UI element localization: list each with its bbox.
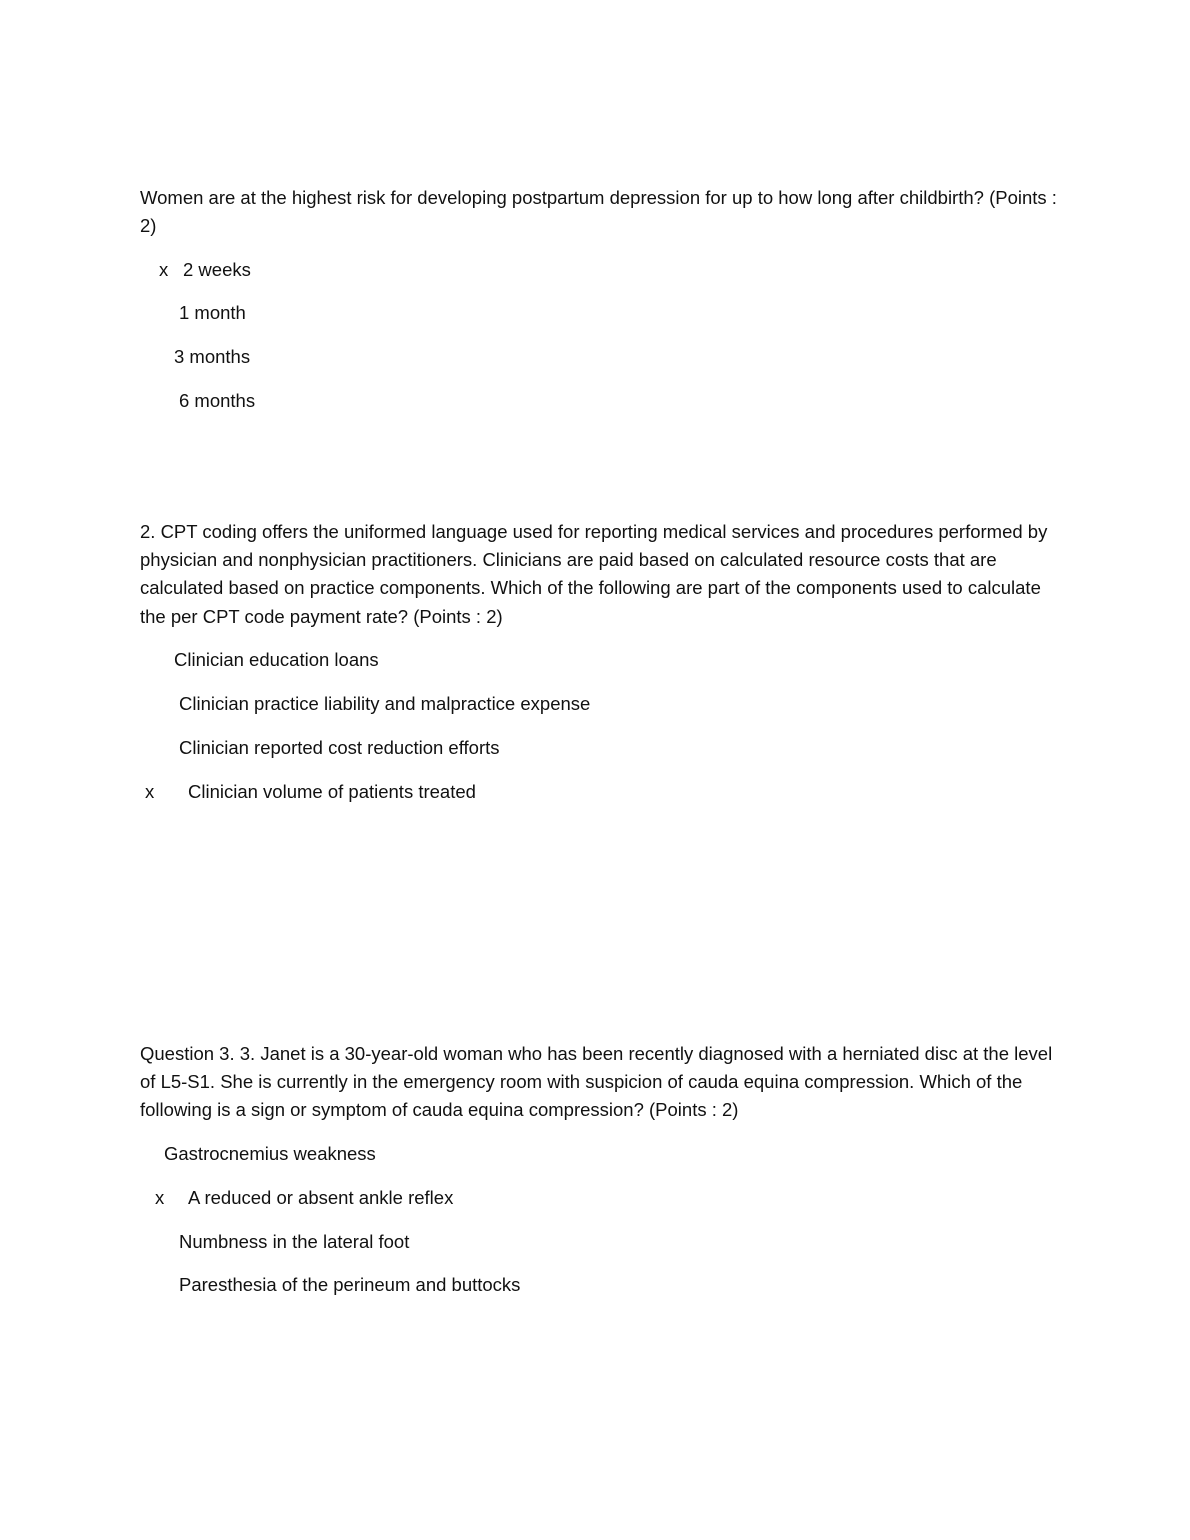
question-2-text: 2. CPT coding offers the uniformed language used for reporting medical services and procedures performed by physician and nonphysician practitioners. Clinicians are paid based on calculated resource costs that are calculated based on practice components. Which of the following are part of the components used to calculate the per CPT code payment rate? (Points : 2) xyxy=(140,521,1048,627)
question-2-option-1[interactable]: Clinician education loans xyxy=(174,649,379,670)
question-1-option-4[interactable]: 6 months xyxy=(179,390,256,411)
question-1-option-3[interactable]: 3 months xyxy=(174,346,251,367)
question-3-option-3[interactable]: Numbness in the lateral foot xyxy=(179,1231,410,1252)
question-3-selected-mark: x xyxy=(155,1187,165,1208)
question-2-option-4[interactable]: Clinician volume of patients treated xyxy=(188,781,476,802)
question-3-option-4[interactable]: Paresthesia of the perineum and buttocks xyxy=(179,1274,521,1295)
question-1-text: Women are at the highest risk for developing postpartum depression for up to how long after childbirth? (Points : 2) xyxy=(140,187,1057,237)
question-3-option-2[interactable]: A reduced or absent ankle reflex xyxy=(188,1187,454,1208)
question-1-selected-mark: x xyxy=(159,259,169,280)
question-2-option-2[interactable]: Clinician practice liability and malpractice expense xyxy=(179,693,591,714)
question-3-text: Question 3. 3. Janet is a 30-year-old woman who has been recently diagnosed with a herniated disc at the level of L5-S1. She is currently in the emergency room with suspicion of cauda equina compression. Which of the following is a sign or symptom of cauda equina compression? (Points : 2) xyxy=(140,1043,1053,1121)
question-2-selected-mark: x xyxy=(145,781,155,802)
question-1-option-2[interactable]: 1 month xyxy=(179,302,246,323)
question-2-option-3[interactable]: Clinician reported cost reduction efforts xyxy=(179,737,500,758)
question-1-option-1[interactable]: 2 weeks xyxy=(183,259,251,280)
question-3-option-1[interactable]: Gastrocnemius weakness xyxy=(164,1143,376,1164)
